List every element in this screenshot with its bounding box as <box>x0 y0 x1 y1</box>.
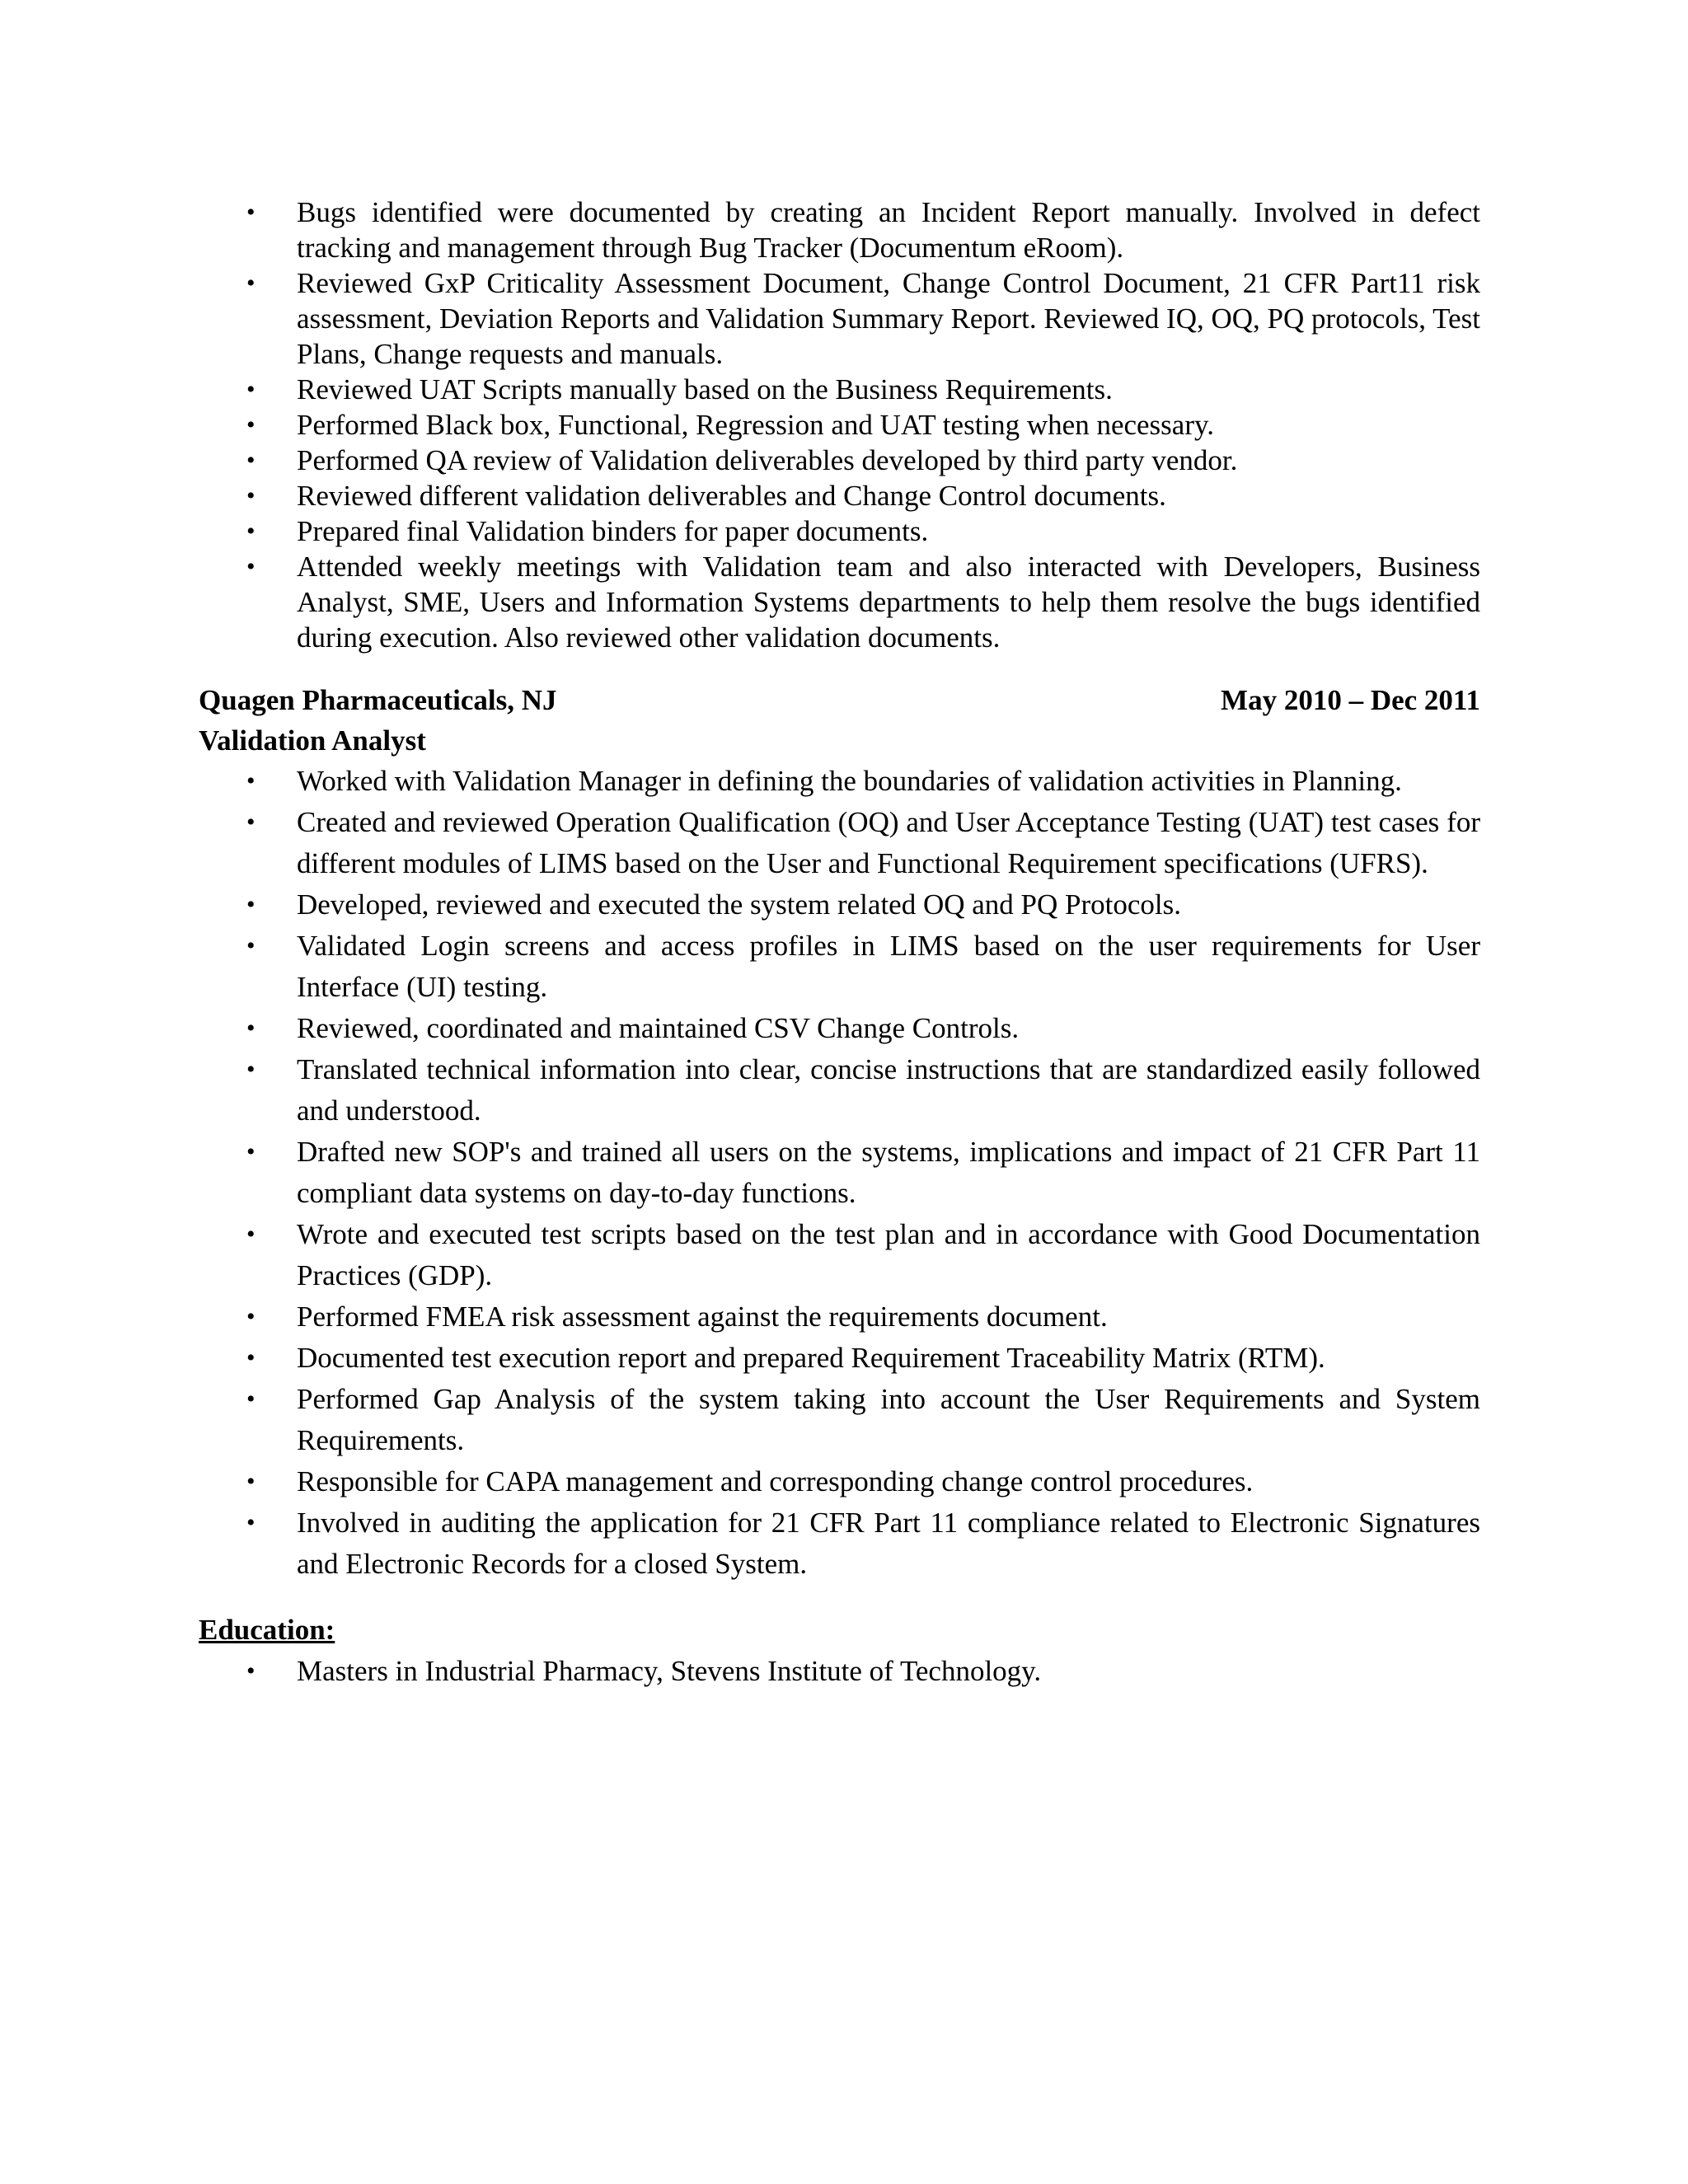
bullet-text: Involved in auditing the application for 21 CFR Part 11 compliance related to Electronic Signatures and Electronic Records for a closed System. <box>297 1507 1480 1580</box>
bullet-icon: • <box>246 1221 256 1248</box>
bullet-icon: • <box>246 1509 256 1536</box>
bullet-text: Reviewed different validation deliverables and Change Control documents. <box>297 480 1166 512</box>
education-heading: Education: <box>199 1614 335 1646</box>
job-bullets <box>199 761 1480 1585</box>
bullet-text: Worked with Validation Manager in defining the boundaries of validation activities in Planning. <box>297 765 1402 797</box>
bullet-icon: • <box>246 1657 256 1685</box>
bullet-item <box>199 1008 1480 1049</box>
bullet-icon: • <box>246 447 256 474</box>
bullet-text: Validated Login screens and access profiles in LIMS based on the user requirements for User Interface (UI) testing. <box>297 930 1480 1003</box>
bullet-text: Prepared final Validation binders for paper documents. <box>297 515 929 547</box>
bullet-item <box>199 1049 1480 1132</box>
bullet-item <box>199 478 1480 513</box>
earlier-job-bullets <box>199 194 1480 655</box>
job-dates: May 2010 – Dec 2011 <box>1221 684 1480 716</box>
bullet-item <box>199 1132 1480 1214</box>
education-text: Masters in Industrial Pharmacy, Stevens Institute of Technology. <box>297 1655 1042 1687</box>
bullet-item <box>199 372 1480 407</box>
bullet-item <box>199 407 1480 443</box>
bullet-item <box>199 1379 1480 1461</box>
bullet-icon: • <box>246 1056 256 1083</box>
bullet-item <box>199 1214 1480 1296</box>
bullet-item <box>199 1338 1480 1379</box>
bullet-text: Bugs identified were documented by creating an Incident Report manually. Involved in defect tracking and management through Bug Tracker (Documentum eRoom). <box>297 196 1480 264</box>
bullet-text: Developed, reviewed and executed the system related OQ and PQ Protocols. <box>297 888 1182 921</box>
bullet-text: Reviewed UAT Scripts manually based on the Business Requirements. <box>297 373 1113 405</box>
bullet-text: Performed FMEA risk assessment against the requirements document. <box>297 1301 1108 1333</box>
bullet-item <box>199 513 1480 549</box>
bullet-icon: • <box>246 553 256 580</box>
bullet-text: Reviewed, coordinated and maintained CSV Change Controls. <box>297 1012 1020 1044</box>
bullet-item <box>199 926 1480 1008</box>
bullet-icon: • <box>246 518 256 545</box>
bullet-icon: • <box>246 1344 256 1371</box>
bullet-icon: • <box>246 376 256 403</box>
bullet-icon: • <box>246 482 256 509</box>
education-item <box>199 1651 1480 1692</box>
bullet-item <box>199 1461 1480 1502</box>
bullet-item <box>199 549 1480 655</box>
bullet-text: Performed Black box, Functional, Regression and UAT testing when necessary. <box>297 409 1214 441</box>
company-name: Quagen Pharmaceuticals, NJ <box>199 684 557 716</box>
bullet-text: Reviewed GxP Criticality Assessment Document, Change Control Document, 21 CFR Part11 risk assessment, Deviation Reports and Validation Summary Report. Reviewed IQ, OQ, PQ protocols, Test Plans, Change requests and manuals. <box>297 267 1480 370</box>
job-header <box>199 680 1480 721</box>
bullet-icon: • <box>246 932 256 959</box>
bullet-text: Responsible for CAPA management and corresponding change control procedures. <box>297 1465 1254 1497</box>
bullet-item <box>199 265 1480 372</box>
bullet-icon: • <box>246 767 256 794</box>
education-list <box>199 1651 1480 1692</box>
bullet-icon: • <box>246 1138 256 1165</box>
resume-content <box>199 194 1480 1692</box>
job-title: Validation Analyst <box>199 724 426 757</box>
bullet-item <box>199 884 1480 926</box>
bullet-icon: • <box>246 1385 256 1413</box>
bullet-icon: • <box>246 1468 256 1495</box>
bullet-text: Performed Gap Analysis of the system taking into account the User Requirements and System Requirements. <box>297 1383 1480 1456</box>
bullet-text: Created and reviewed Operation Qualification (OQ) and User Acceptance Testing (UAT) test cases for different modules of LIMS based on the User and Functional Requirement specifications (UFRS). <box>297 806 1480 879</box>
bullet-text: Documented test execution report and prepared Requirement Traceability Matrix (RTM). <box>297 1342 1325 1374</box>
bullet-item <box>199 1296 1480 1338</box>
bullet-icon: • <box>246 1015 256 1042</box>
bullet-text: Attended weekly meetings with Validation team and also interacted with Developers, Business Analyst, SME, Users and Information Systems departments to help them resolve the bugs identified during execution. Also reviewed other validation documents. <box>297 551 1480 654</box>
bullet-text: Translated technical information into clear, concise instructions that are standardized easily followed and understood. <box>297 1053 1480 1127</box>
bullet-item <box>199 443 1480 478</box>
bullet-item <box>199 761 1480 802</box>
bullet-item <box>199 802 1480 884</box>
bullet-text: Performed QA review of Validation deliverables developed by third party vendor. <box>297 444 1238 476</box>
bullet-text: Wrote and executed test scripts based on the test plan and in accordance with Good Documentation Practices (GDP). <box>297 1218 1480 1291</box>
bullet-icon: • <box>246 808 256 836</box>
bullet-icon: • <box>246 1303 256 1330</box>
bullet-icon: • <box>246 411 256 438</box>
bullet-item <box>199 1502 1480 1585</box>
bullet-icon: • <box>246 199 256 226</box>
bullet-icon: • <box>246 269 256 297</box>
bullet-item <box>199 194 1480 265</box>
bullet-text: Drafted new SOP's and trained all users on the systems, implications and impact of 21 CFR Part 11 compliant data systems on day-to-day functions. <box>297 1136 1480 1209</box>
bullet-icon: • <box>246 891 256 918</box>
